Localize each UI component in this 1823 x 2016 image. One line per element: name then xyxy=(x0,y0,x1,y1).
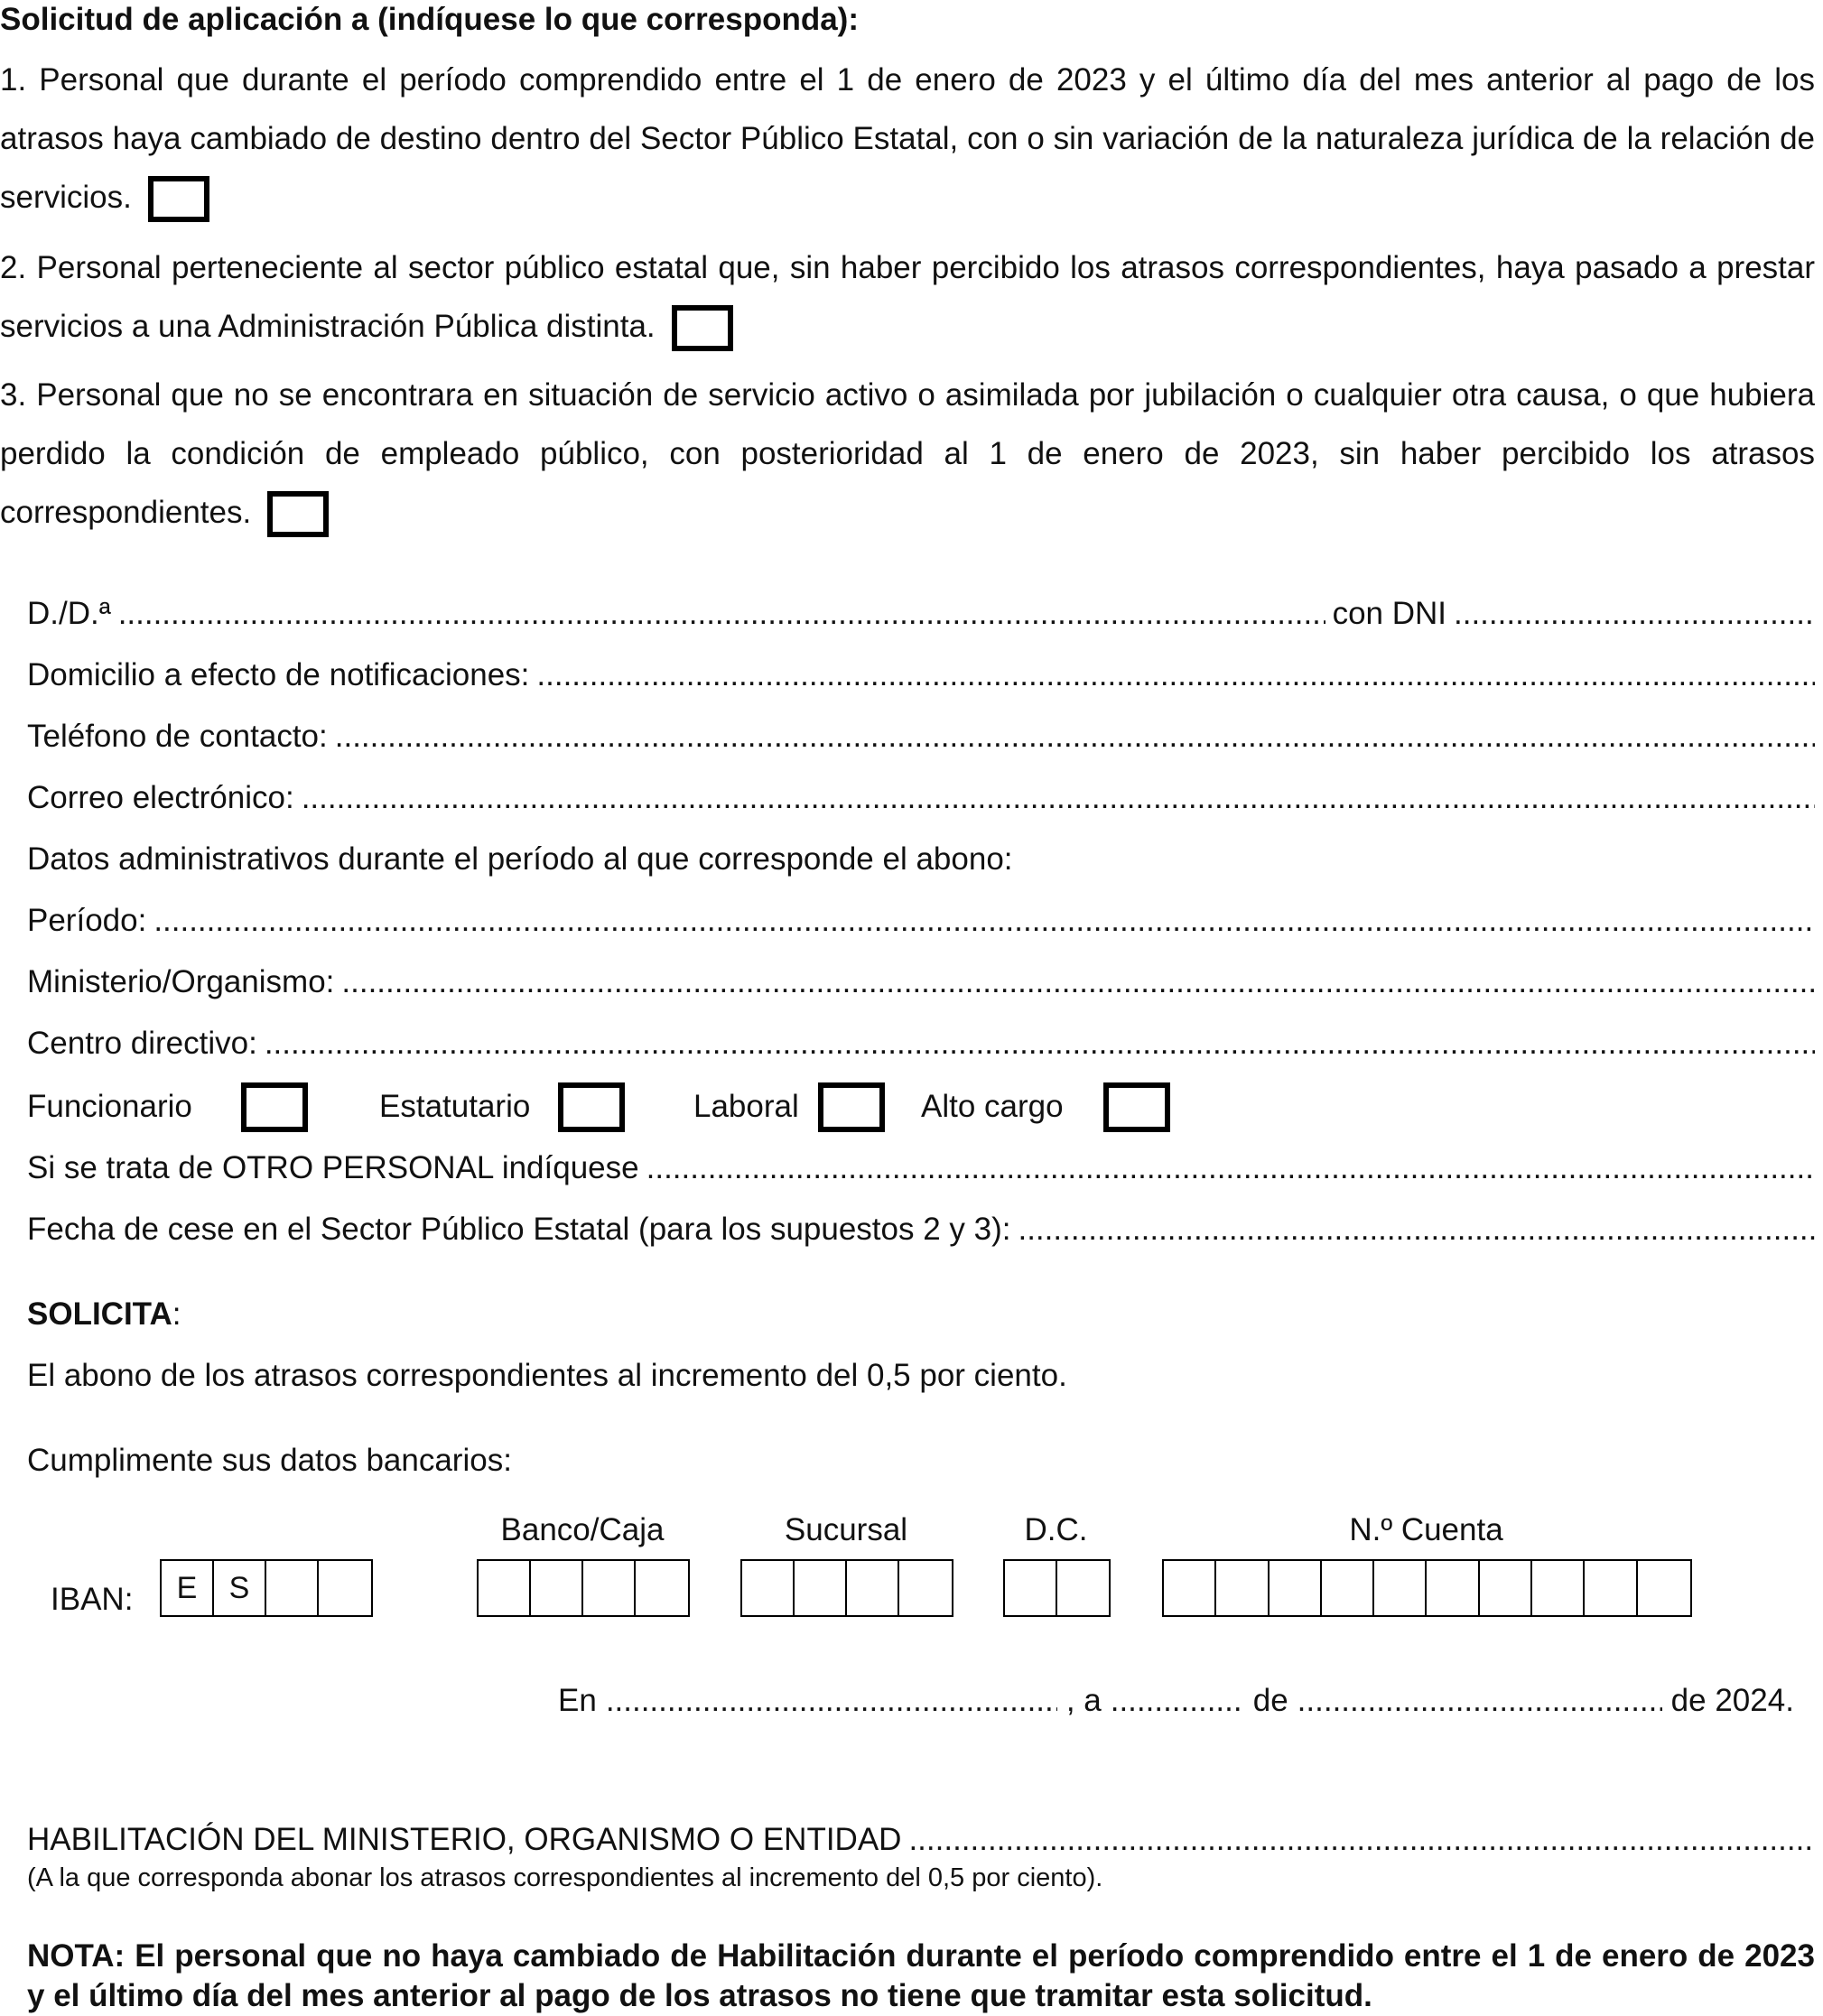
date-de-label: de xyxy=(1252,1683,1288,1718)
sucursal-cell[interactable] xyxy=(742,1561,795,1615)
option-2-text: 2. Personal perteneciente al sector público estatal que, sin haber percibido los atrasos correspondientes, haya pasado a prestar servicios a una Administración Pública distinta. xyxy=(0,250,1815,344)
phone-label: Teléfono de contacto: xyxy=(27,719,328,754)
nota-footer: NOTA: El personal que no haya cambiado de Habilitación durante el período comprendido entre el 1 de enero de 2023 y el último día del mes anterior al pago de los atrasos no tiene que tramitar esta solicitud. xyxy=(27,1938,1815,2013)
bank-header-sucursal: Sucursal xyxy=(784,1512,908,1547)
other-staff-field[interactable] xyxy=(646,1150,1815,1186)
date-en-label: En xyxy=(558,1683,597,1718)
dc-cell[interactable] xyxy=(1005,1561,1057,1615)
sucursal-cell[interactable] xyxy=(795,1561,847,1615)
sucursal-cell[interactable] xyxy=(899,1561,952,1615)
dni-label: con DNI xyxy=(1332,596,1446,631)
option-3 xyxy=(0,366,1815,542)
cuenta-cell[interactable] xyxy=(1270,1561,1322,1615)
banco-cell[interactable] xyxy=(583,1561,636,1615)
address-label: Domicilio a efecto de notificaciones: xyxy=(27,657,530,692)
sucursal-boxes xyxy=(740,1559,953,1617)
cuenta-cell[interactable] xyxy=(1427,1561,1479,1615)
dc-cell[interactable] xyxy=(1057,1561,1109,1615)
cuenta-cell[interactable] xyxy=(1585,1561,1637,1615)
address-field[interactable] xyxy=(536,657,1815,693)
iban-label: IBAN: xyxy=(51,1582,134,1617)
cuenta-boxes xyxy=(1162,1559,1692,1617)
period-field[interactable] xyxy=(153,903,1815,939)
staff-type-funcionario-label: Funcionario xyxy=(27,1089,192,1124)
cese-date-field[interactable] xyxy=(1018,1212,1815,1248)
option-3-checkbox[interactable] xyxy=(267,491,329,537)
iban-country-boxes xyxy=(160,1559,373,1617)
ministry-row xyxy=(27,964,1815,1000)
option-1-checkbox[interactable] xyxy=(148,176,209,222)
iban-cell[interactable] xyxy=(266,1561,319,1615)
solicita-heading xyxy=(27,1296,181,1333)
cuenta-cell[interactable] xyxy=(1322,1561,1374,1615)
date-year-label: de 2024. xyxy=(1670,1683,1794,1718)
admin-heading: Datos administrativos durante el período al que corresponde el abono: xyxy=(27,841,1013,877)
cuenta-cell[interactable] xyxy=(1164,1561,1216,1615)
iban-cell[interactable] xyxy=(319,1561,371,1615)
cese-label: Fecha de cese en el Sector Público Estatal (para los supuestos 2 y 3): xyxy=(27,1212,1011,1247)
day-field[interactable] xyxy=(1111,1683,1244,1719)
banco-cell[interactable] xyxy=(531,1561,583,1615)
cuenta-cell[interactable] xyxy=(1532,1561,1585,1615)
iban-cell: E xyxy=(162,1561,214,1615)
habilitacion-note: (A la que corresponda abonar los atrasos correspondientes al incremento del 0,5 por ciento). xyxy=(27,1863,1103,1892)
option-2 xyxy=(0,238,1815,356)
solicita-text: El abono de los atrasos correspondientes al incremento del 0,5 por ciento. xyxy=(27,1358,1067,1393)
funcionario-checkbox[interactable] xyxy=(241,1082,308,1132)
month-field[interactable] xyxy=(1297,1683,1662,1719)
date-line xyxy=(558,1683,1813,1719)
dni-field[interactable] xyxy=(1454,596,1815,632)
habilitacion-field[interactable] xyxy=(908,1822,1815,1858)
cuenta-cell[interactable] xyxy=(1216,1561,1269,1615)
name-field[interactable] xyxy=(118,596,1325,632)
name-label: D./D.ª xyxy=(27,596,111,631)
cuenta-cell[interactable] xyxy=(1638,1561,1690,1615)
place-field[interactable] xyxy=(606,1683,1057,1719)
address-row xyxy=(27,657,1815,693)
alto-cargo-checkbox[interactable] xyxy=(1103,1082,1170,1132)
center-label: Centro directivo: xyxy=(27,1026,257,1061)
email-row xyxy=(27,780,1815,816)
banco-cell[interactable] xyxy=(636,1561,688,1615)
center-field[interactable] xyxy=(265,1026,1815,1062)
bank-intro: Cumplimente sus datos bancarios: xyxy=(27,1443,512,1478)
estatutario-checkbox[interactable] xyxy=(558,1082,625,1132)
staff-type-alto-cargo-label: Alto cargo xyxy=(921,1089,1064,1124)
email-label: Correo electrónico: xyxy=(27,780,294,815)
date-a-label: , a xyxy=(1065,1683,1102,1718)
option-1 xyxy=(0,51,1815,227)
ministry-label: Ministerio/Organismo: xyxy=(27,964,335,999)
bank-header-banco: Banco/Caja xyxy=(500,1512,665,1547)
other-staff-row xyxy=(27,1150,1815,1186)
cuenta-cell[interactable] xyxy=(1480,1561,1532,1615)
center-row xyxy=(27,1026,1815,1062)
laboral-checkbox[interactable] xyxy=(818,1082,885,1132)
period-label: Período: xyxy=(27,903,147,938)
phone-field[interactable] xyxy=(335,719,1815,755)
bank-header-cuenta: N.º Cuenta xyxy=(1349,1512,1503,1547)
name-row xyxy=(27,596,1815,632)
cese-row xyxy=(27,1212,1815,1248)
solicita-label: SOLICITA xyxy=(27,1296,172,1332)
form-title: Solicitud de aplicación a (indíquese lo que corresponda): xyxy=(0,2,859,37)
banco-boxes xyxy=(477,1559,690,1617)
option-1-text: 1. Personal que durante el período comprendido entre el 1 de enero de 2023 y el último día del mes anterior al pago de los atrasos haya cambiado de destino dentro del Sector Público Estatal, con o sin variación de la naturaleza jurídica de la relación de servicios. xyxy=(0,62,1815,215)
iban-cell: S xyxy=(214,1561,266,1615)
staff-type-estatutario-label: Estatutario xyxy=(379,1089,531,1124)
sucursal-cell[interactable] xyxy=(847,1561,899,1615)
dc-boxes xyxy=(1003,1559,1111,1617)
other-staff-label: Si se trata de OTRO PERSONAL indíquese xyxy=(27,1150,639,1185)
phone-row xyxy=(27,719,1815,755)
bank-header-dc: D.C. xyxy=(1024,1512,1088,1547)
habilitacion-row xyxy=(27,1822,1815,1858)
option-2-checkbox[interactable] xyxy=(672,305,733,351)
staff-type-laboral-label: Laboral xyxy=(693,1089,799,1124)
solicita-colon: : xyxy=(172,1296,181,1332)
ministry-field[interactable] xyxy=(341,964,1815,1000)
cuenta-cell[interactable] xyxy=(1374,1561,1427,1615)
period-row xyxy=(27,903,1815,939)
habilitacion-label: HABILITACIÓN DEL MINISTERIO, ORGANISMO O ENTIDAD xyxy=(27,1822,902,1857)
email-field[interactable] xyxy=(302,780,1815,816)
banco-cell[interactable] xyxy=(479,1561,531,1615)
option-3-text: 3. Personal que no se encontrara en situación de servicio activo o asimilada por jubilación o cualquier otra causa, o que hubiera perdido la condición de empleado público, con posterioridad al 1 de enero de 2023, sin haber percibido los atrasos correspondientes. xyxy=(0,377,1815,530)
